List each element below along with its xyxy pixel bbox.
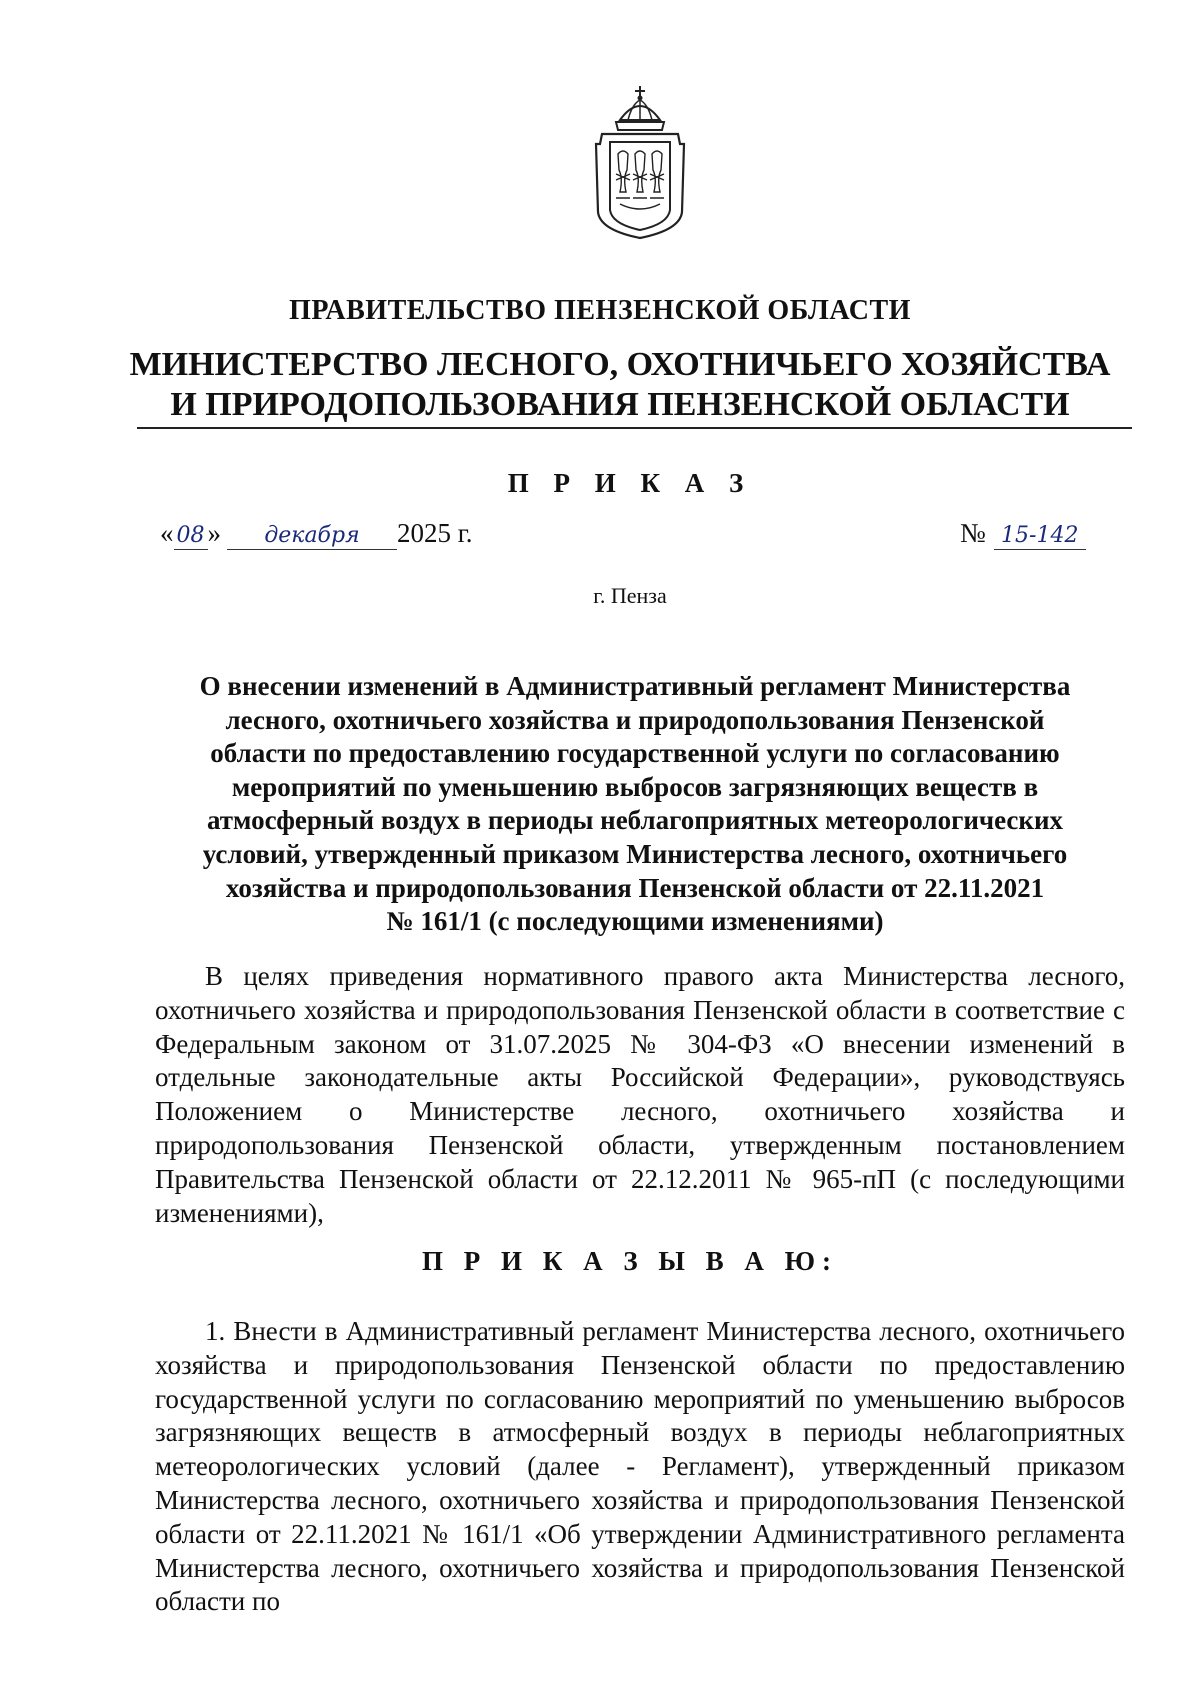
government-title: ПРАВИТЕЛЬСТВО ПЕНЗЕНСКОЙ ОБЛАСТИ [289,295,911,326]
date-year: 2025 г. [397,518,473,548]
ministry-title-line-2: И ПРИРОДОПОЛЬЗОВАНИЯ ПЕНЗЕНСКОЙ ОБЛАСТИ [170,386,1070,423]
subject-line-1: О внесении изменений в Административный регламент Министерства [199,671,1071,701]
penza-coat-of-arms-icon [580,82,700,242]
preamble-paragraph: В целях приведения нормативного правого акта Министерства лесного, охотничьего хозяйства и природопользования Пензенской области в соответствие с Федеральным законом от 31.07.2025 № 304-ФЗ «О внесении изменений в отдельные законодательные акты Российской Федерации», руководствуясь Положением о Министерстве лесного, охотничьего хозяйства и природопользования Пензенской области, утвержденным постановлением Правительства Пензенской области от 22.12.2011 № 965-пП (с последующими изменениями), [155,961,1125,1228]
subject-line-3: области по предоставлению государственной услуги по согласованию [210,738,1060,769]
date-quote-close: » [207,518,221,548]
header-divider [137,427,1132,429]
number-value: 15-142 [994,523,1086,550]
document-city: г. Пенза [593,583,667,608]
document-date [160,518,473,550]
document-type: П Р И К А З [507,468,753,498]
ministry-title-line-1: МИНИСТЕРСТВО ЛЕСНОГО, ОХОТНИЧЬЕГО ХОЗЯЙСТВА [129,346,1111,383]
decree-heading: П Р И К А З Ы В А Ю: [422,1246,838,1276]
date-day: 08 [174,523,208,550]
subject-line-2: лесного, охотничьего хозяйства и природопользования Пензенской [225,704,1045,735]
document-number [960,518,1086,550]
subject-line-8: № 161/1 (с последующими изменениями) [386,906,884,937]
ministry-title [120,345,1120,425]
number-label: № [960,518,986,548]
subject-line-7: хозяйства и природопользования Пензенской области от 22.11.2021 [225,872,1045,903]
subject-line-6: условий, утвержденный приказом Министерства лесного, охотничьего [202,838,1068,869]
date-quote-open: « [160,518,174,548]
subject-line-5: атмосферный воздух в периоды неблагоприятных метеорологических [206,805,1064,836]
item-1-paragraph: 1. Внести в Административный регламент Министерства лесного, охотничьего хозяйства и природопользования Пензенской области по предоставлению государственной услуги по согласованию мероприятий по уменьшению выбросов загрязняющих веществ в атмосферный воздух в периоды неблагоприятных метеорологических условий (далее - Регламент), утвержденный приказом Министерства лесного, охотничьего хозяйства и природопользования Пензенской области от 22.11.2021 № 161/1 «Об утверждении Административного регламента Министерства лесного, охотничьего хозяйства и природопользования Пензенской области по [155,1316,1125,1617]
date-month: декабря [227,523,397,550]
document-subject [170,670,1100,939]
subject-line-4: мероприятий по уменьшению выбросов загрязняющих веществ в [231,771,1039,802]
